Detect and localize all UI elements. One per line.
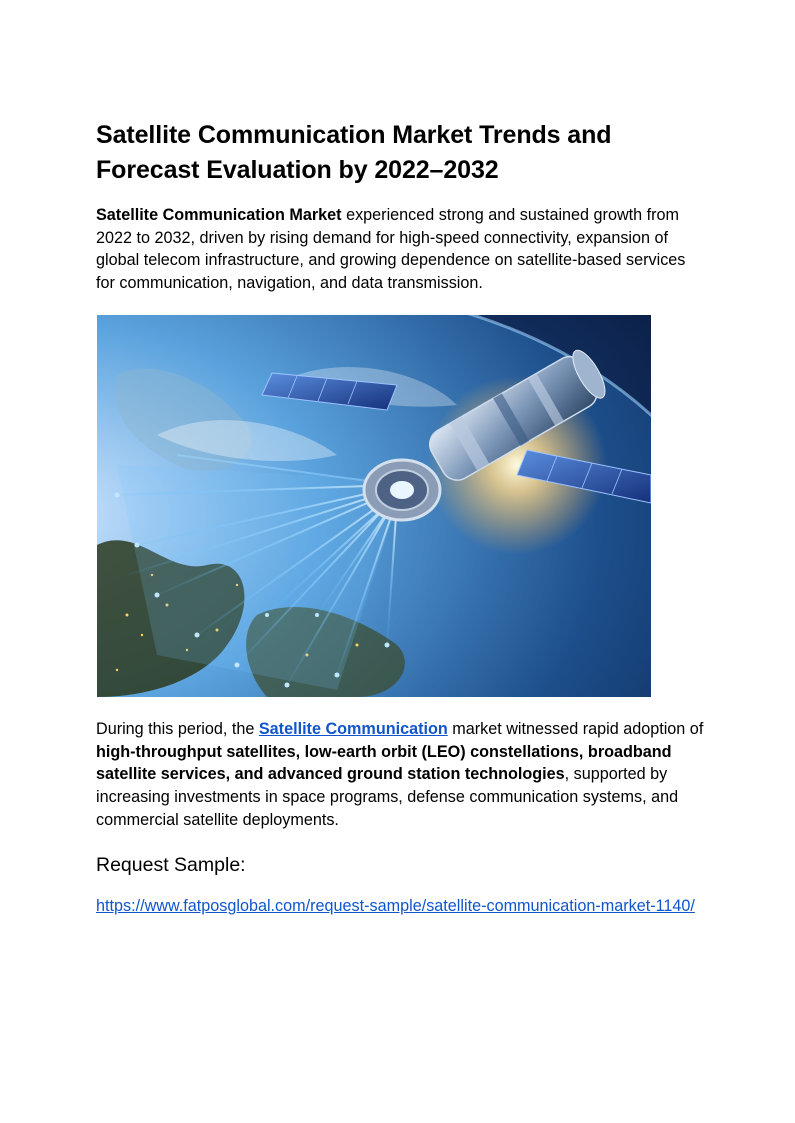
page-title: Satellite Communication Market Trends and Forecast Evaluation by 2022–2032 bbox=[96, 121, 612, 184]
body-mid: market witnessed rapid adoption of bbox=[447, 719, 704, 738]
body-prefix: During this period, the bbox=[96, 719, 259, 738]
body-bold: high-throughput satellites, low-earth orbit (LEO) constellations, broadband satellite services, and advanced ground station technologies bbox=[96, 742, 672, 784]
intro-lead-bold: Satellite Communication Market bbox=[96, 206, 342, 224]
document-page bbox=[96, 118, 706, 918]
satellite-communication-link[interactable]: Satellite Communication bbox=[258, 719, 448, 738]
intro-text: experienced strong and sustained growth from 2022 to 2032, driven by rising demand for high-speed connectivity, expansion of global telecom infrastructure, and growing dependence on satellite-based services for communication, navigation, and data transmission. bbox=[96, 206, 686, 293]
body-paragraph bbox=[96, 718, 706, 832]
request-sample-link[interactable]: https://www.fatposglobal.com/request-sample/satellite-communication-market-1140/ bbox=[96, 897, 695, 916]
body-suffix: , supported by increasing investments in space programs, defense communication systems, and commercial satellite deployments. bbox=[96, 765, 679, 829]
intro-paragraph bbox=[96, 204, 706, 295]
satellite-illustration bbox=[97, 315, 651, 697]
request-sample-heading: Request Sample: bbox=[96, 854, 246, 877]
request-sample-url-block bbox=[96, 895, 698, 918]
